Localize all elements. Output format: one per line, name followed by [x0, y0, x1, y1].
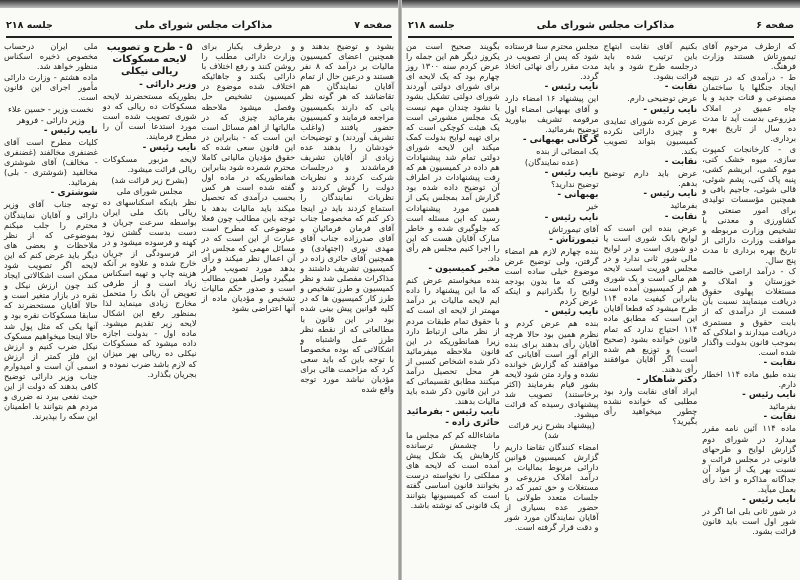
text-column: [406, 41, 500, 511]
header-rule: [408, 36, 794, 38]
page-right: [402, 8, 800, 580]
text-column: [202, 41, 296, 315]
paragraph: و درطرف یکبار برای وزارت دارائی مطلب را روشن کنند و رفع اختلاف با دارائی بکنند و جاهائیکه اختلاف شده موضوع در کمیسیون تشخیص حل وفصل میشود ملاحظه بفرمائید چیزی که در مالیاتها از اهم مسائل است این است که - بنابراین در این قانون سعی شده که حقوق مؤدیان مالیاتی کاملا محترم شمرده شود بنابراین همانطوریکه در ماده اول گفته شده است هر کس بحسب درآمدی که تحصیل میکند باید مالیات بدهد با توجه باین مطالب چون فعلا موضوعی که مطرح است عبارت از این است که در مسائل مهمی که مجلس در آن اعمال نظر میکند و رأی بدهد مورد تصویب قرار میگیرد واصل همین مطالب است و صدور حکم مالیات تشخیص و مؤدیان ماده از آنها اعتراضی بشود: [201, 41, 296, 314]
paragraph: توجه جناب آقای وزیر دارائی و آقایان نمایندگان محترم را جلب میکنم بموضوعی که از نظر ملاحظات و بعضی های دیگر باید عرض کنم که این لایحه اگر تصویب شود ممکن است اشکالاتی ایجاد کند چون ارزش نیکل و نقره در بازار متغیر است و حالا آقایان مستحضرند که سابقا مسکوکات نقره بود و آنها یکی که مثل پول شد حالا اینجا میخواهیم مسکوک نیکل ضرب کنیم و ارزش این فلز کمتر از ارزش اسمی آن است و امیدوارم جناب وزیر دارائی توضیح کافی بدهند که دولت از این حیث نفعی ببرد نه ضرری و مردم هم بتوانند با اطمینان این سکه را بپذیرند.: [4, 199, 98, 422]
paragraph: این پیشنهاد ۱۶ امضاء دارد و آقای بهبهانی امضاء اول مرقومه تشریف بیاورید توضیح بفرمائید.: [504, 93, 599, 134]
paragraph: عرض بنده این است که لوایح بانک شوری است یا دو شوری است و در لوایح مالی شور ثانی ندارد و در مجلس فوریت است لایحه هم مالی است و یک شوری هم از کمیسیون آمده است بنابراین کیفیت ماده ۱۱۴ طرح میشود که قطعا آقایان این است که مطابق ماده ۱۱۴ احتیاج ندارد که تمام قانون خوانده بشود (صحیح است) و توزیع هم شده است اگر آقایان موافقند رأی بدهند.: [603, 222, 698, 374]
text-column: [103, 41, 197, 380]
session-number: جلسه ۲۱۸: [6, 19, 53, 31]
text-column: [604, 41, 698, 427]
paragraph: بنده هم عرض کردم و نظرم همین بود حالا هرچه آقایان رأی بدهند برای بنده الزام آور است آقایانی که موافقند که گزارش خوانده نشده و وارد متن شود لایحه بشور قیام بفرمایند (اکثر برخاستند) تصویب شد پیشنهادی رسیده که قرائت میشود.: [504, 318, 599, 420]
speaker-name: نایب رئیس -: [742, 495, 796, 506]
speaker-name: مخبر کمیسیون -: [428, 264, 500, 275]
text-columns: [406, 41, 796, 538]
paragraph: ماده ۱۱۴ آئین نامه مقرر میدارد در شورای دوم گزارش لوایح و طرحهای قانونی در مجلس قرائت و نسبت بهر یک از مواد آن جداگانه مذاکره و اخذ رأی بعمل میآید.: [702, 423, 796, 495]
paragraph: خیر: [586, 201, 599, 212]
page-number: صفحه ۷: [354, 19, 392, 31]
paragraph: ایراد آقای نقابت وارد بود مطلبی که خوانده نشده چطور میخواهید رأی بگیرید؟: [603, 386, 698, 427]
paragraph: کلیات مطرح است آقای غضنفری مخالفند (غضنفری - مخالف) آقای شوشتری مخالفید (شوشتری - بلی) بفرمائید.: [4, 136, 98, 188]
paragraph: آقای تیمورتاش: [548, 223, 599, 234]
paragraph: ماشاءالله کم کم مجلس ما را چشمش ترسانده کارهایش یک شکل پیش آمده است که لایحه های مملکتی را نخواسته درست بخوانند قانون اساسی گفته است که کمیسیونها بتوانند یک قانونی که نوشته باشد.: [406, 429, 500, 511]
speaker-name: نایب رئیس -: [742, 390, 796, 401]
speaker-name: نقابت -: [664, 157, 698, 168]
text-column: [4, 41, 98, 422]
header-rule: [6, 36, 392, 38]
paragraph: بفرمائید: [769, 401, 796, 412]
paragraph: بفرمائید: [670, 200, 698, 211]
paragraph: ملی ایران درحساب مخصوص ذخیره اسکناس منظور خواهد شد.: [4, 41, 98, 72]
session-number: جلسه ۲۱۸: [408, 19, 455, 31]
page-left: [0, 8, 398, 580]
speaker-name: نایب رئیس - بفرمائید: [406, 407, 500, 418]
paragraph: عرض توضیحی دارم.: [627, 93, 698, 104]
paragraph: بگویند صحیح است من یکروز دیگر هم این جمله را عرض کردم سنه ۱۳۰۰ روز چهارم بود که یک لایحه ای برای شورای دولتی آوردند شورای دولتی تشکیل بشود یا نشود چندان مهم نیست یک مجلس مشورتی است یک هیئت کوچکی است که برای تهیه لوایح بدولت کمک میکند این لایحه شورای دولتی تمام شد پیشنهادات هم داده در کمیسیون هم که رفت پیشنهادات در اطراف آن توضیح داده شده بود گزارش آمد بمجلس یکی از همین مورد پیشنهادات رسید که این مسئله است که جلوگیری شده و خاطر مبارک آقایان هست که این را اجرا کنیم مجلس هم رأی داد.: [406, 41, 500, 263]
speaker-name: نایب رئیس -: [544, 212, 599, 223]
text-column: [505, 41, 599, 533]
centered-line: (بشرح زیر قرائت شد): [111, 174, 188, 185]
paragraph: بنده طبق ماده ۱۱۴ اخطار دارم.: [702, 369, 797, 390]
speaker-name: حائری زاده -: [445, 418, 500, 429]
paragraph: بنده میخواستم عرض کنم که ما این پیشنهاد را داده ایم لایحه مالیات بر درآمد مهمتر از لایحه ای است که با حقوق تمام طبقات مردم از نظر مالی ارتباط دارد زیرا همانطوریکه در این قانون ملاحظه میفرمائید ذکر شده اشخاص کسبی از هر محل تحصیل درآمد میکنند مطابق تقسیماتی که در این قانون ذکر شده باید مالیات بدهند.: [406, 275, 500, 407]
paragraph: ط - درآمدی که در نتیجه ایجاد جنگلها یا ساختمان مصنوعی و قنات جدید و یا چاه عمیق در املاک مزروعی بدست آید تا مدت ده سال از تاریخ بهره برداری.: [702, 72, 796, 143]
paragraph: در شور ثانی بلی اما اگر در شور اول است باید قانون قرائت بشود.: [702, 506, 796, 537]
text-column: [300, 41, 394, 395]
speaker-name: شوشتری -: [50, 188, 98, 199]
speaker-name: نایب رئیس -: [544, 168, 599, 179]
paragraph: لایحه مزبور مسکوکات ریالی قرائت میشود.: [102, 153, 197, 174]
centered-line: وزیر دارائی - فروهر: [16, 114, 85, 125]
page-header: [408, 16, 794, 34]
page-number: صفحه ۶: [756, 19, 794, 31]
paragraph: که ازطرف مرحوم آقای تیمورتاش هستند وزارت فرهنگ.: [702, 41, 796, 72]
speaker-name: نایب رئیس -: [43, 125, 98, 136]
paragraph: بطوریکه مستحضرند لایحه مسکوکات ده ریالی که دو شوری تصویب شده است مورد استدعا است آن را مطرح فرمایند.: [102, 91, 197, 142]
speaker-name: نقابت -: [664, 211, 698, 222]
speaker-name: نایب رئیس -: [544, 307, 599, 318]
speaker-name: نقابت -: [763, 412, 796, 423]
paragraph: توضیح ندارید؟: [550, 179, 599, 190]
paragraph: بنده چهارم لازم هم امضاء گرفتن، ولی توضیح عرض موضوع خیلی ساده است وقتی که ما بدون بودجه لوایح را بگذرانیم و اینکه عرض کردم: [504, 245, 599, 307]
paragraph: ک - درآمد اراضی خالصه خوزستان و املاک و مستغلات پهلوی حقوق دریافت مینمایند نسبت بآن قسمت از درآمدی که از بابت حقوق و مستمری دریافت میدارند و املاکی که بموجب قانون بدولت واگذار شده است.: [702, 266, 796, 357]
paragraph: عرض باید دارم توضیح بدهم.: [603, 168, 698, 189]
paragraph: یک امضائی از بنده: [536, 145, 599, 156]
speaker-name: نقابت -: [664, 82, 698, 93]
publication-title: مذاکرات مجلس شورای ملی: [134, 19, 273, 31]
page-header: [6, 16, 392, 34]
publication-title: مذاکرات مجلس شورای ملی: [536, 19, 675, 31]
paragraph: نظر باینکه اسکناسهای ده ریالی بانک ملی ایران بواسطه سرعت جریان و دست بدست گشتن زود کهنه و فرسوده میشود و در اثر فرسودگی از جریان خارج شده و علاوه بر آنکه هزینه چاپ و تهیه اسکناس زیاد است و از طرفی تعویض آن بانک را متحمل مخارج زیادی مینماید لذا بمنظور رفع این اشکال لایحه زیر تقدیم میشود. ماده اول - بدولت اجازه داده میشود که مسکوکات نیکلی ده ریالی بهر میزان که لازم باشد ضرب نموده و بجریان بگذارد.: [102, 197, 197, 379]
speaker-name: نایب رئیس -: [142, 142, 197, 153]
speaker-name: نقابت -: [763, 357, 796, 368]
paragraph: بشود و توضیح بدهند و همچنین اعضای کمیسیون مالیات بر درآمد که ۸ نفر هستند و درعین حال از تمام آقایان نمایندگان هم تقاضاشد که هر گونه نظر یاتی که دارند بکمیسیون مراجعه فرمایند و کمیسیون حضور یافتند (واغلب تشریف آوردند) و توضیحات خودشان را بدهند عده زیادی از آقایان تشریف فرماشدند و درجلسات شرکت کردند و نظریات دولت را گوش کردند و نظریات نمایندگان را استماع کردند باید در اینجا ذکر کنم که مخصوصاً جناب آقای فرمان فرمائیان و آقای صدرزاده جناب آقای مهدی نوری (اجتهادی) و همچنین آقای حائری زاده در کمیسیون تشریف داشتند و مذاکرات مفصلی شد و نظر کمیسیون و طرز تشخیص و طرز کار کمیسیون ها که در کلیه قوانین پیش بینی شده بود در این قانون با مطالعاتی که از نقطه نظر طرز عمل واشتباه و اشکالاتی که بوده مخصوصاً با توجه باین که باید سعی کرد که مزاحمت هائی برای مؤدیان نباشد مورد توجه واقع شده: [300, 41, 394, 395]
paragraph: ماده هشتم - وزارت دارائی مأمور اجرای این قانون است.: [4, 72, 98, 103]
paragraph: ی - کارخانجات کمپوت سازی، میوه خشک کنی، موم کشی، ابریشم کشی، پنبه پاک کنی، پشم شوئی، قالی شوئی، جاجیم بافی و همچنین مؤسسات تولیدی برای امور صنعتی و کشاورزی و معدنی با تشخیص وزارت مربوطه و موافقت وزارت دارائی از تاریخ بهره برداری تا مدت پنج سال.: [702, 143, 796, 265]
paragraph: بکنیم آقای نقابت ابتهاج باین ترتیب شده باید درجلسه طرح شود و باید قرائت بشود.: [603, 41, 698, 82]
speaker-name: تیمورتاش -: [549, 234, 599, 245]
speaker-name: وزیر دارائی -: [139, 80, 197, 90]
speaker-name: نایب رئیس -: [544, 82, 599, 93]
paragraph: مجلس محترم سنا فرستاده شود که پس از تصویب در مدت مقرر رأی نهائی اتخاذ گردد.: [504, 41, 599, 82]
speaker-name: دکتر شاهکار -: [636, 375, 698, 385]
centered-line: (عده نمایندگان): [524, 157, 579, 168]
speaker-name: بهبهانی -: [557, 190, 599, 201]
text-columns: [4, 41, 394, 422]
speaker-name: نایب رئیس -: [643, 104, 698, 115]
paragraph: امضاء کنندگان تقاضا داریم گزارش کمیسیون قوانین دارائی مربوط بمالیات بر درآمد املاک مزروعی و مستغلات و حق تمبر که در جلسات متعدد طولانی با حضور عده بسیاری از آقایان نمایندگان مورد شور و دقت قرار گرفته است.: [504, 441, 599, 533]
centered-line: مجلس شورای ملی: [116, 185, 183, 196]
paragraph: عرض کرده شورای تمایدی و چیزی دارائی نکرده کمیسیون بتواند تصویب بکند.: [603, 115, 698, 156]
speaker-name: نایب رئیس -: [643, 189, 698, 200]
speaker-name: گرگانی بهبهانی -: [522, 134, 599, 145]
text-column: [702, 41, 796, 538]
centered-line: (پیشنهاد بشرح زیر قرائت شد): [508, 420, 595, 441]
centered-line: نخست وزیر - حسین علاء: [8, 103, 94, 114]
section-heading: ۵ - طرح و تصویب لایحه مسکوکات ریالی نیکلی: [106, 42, 193, 77]
